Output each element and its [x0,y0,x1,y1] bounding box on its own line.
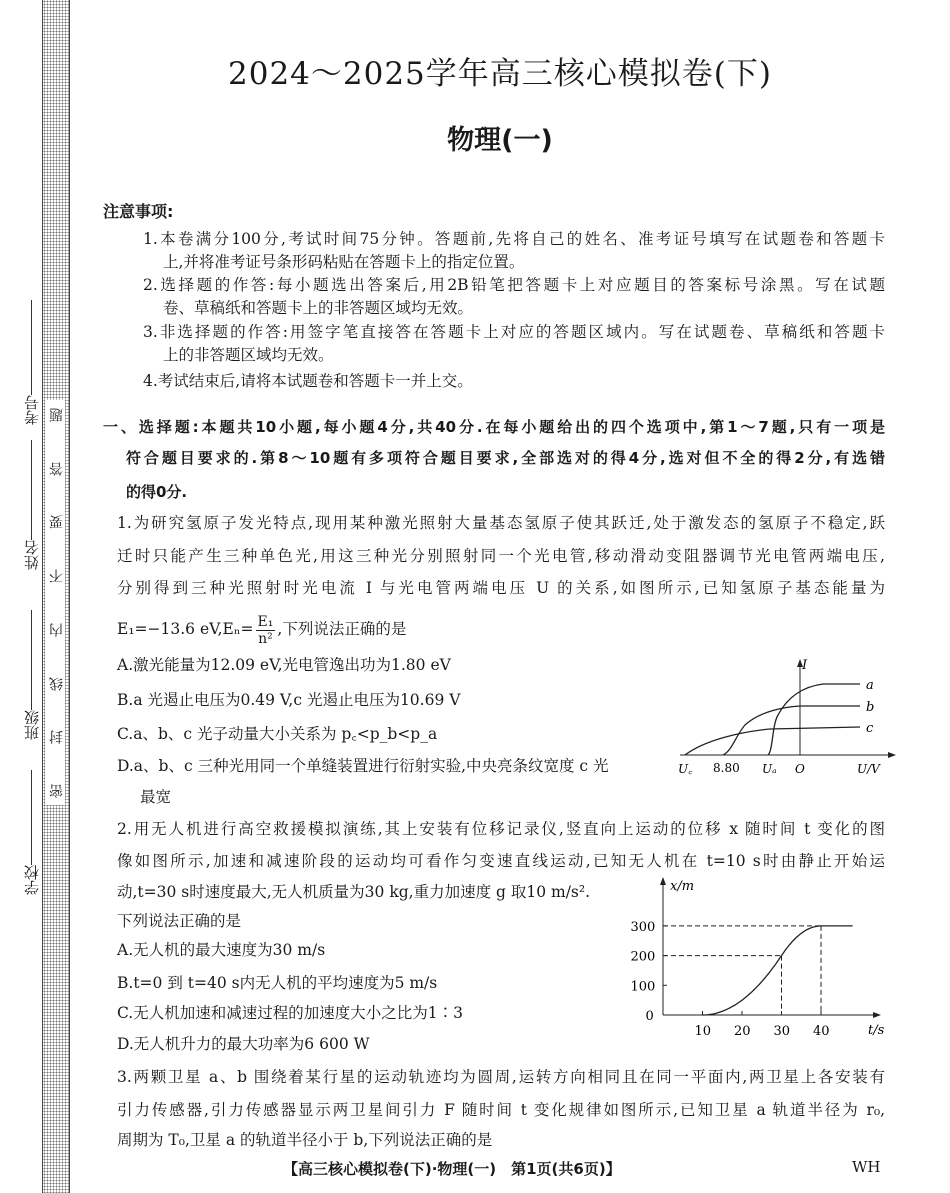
notice-item: 4.考试结束后,请将本试题卷和答题卡一并上交。 [143,372,473,390]
field-label: 考号 [22,395,41,425]
y-axis-label: x/m [670,879,695,894]
formula-text: E₁=−13.6 eV,Eₙ= [117,620,254,638]
seal-char: 密 [49,783,65,798]
seal-char: 封 [49,730,65,745]
q2-stem: 2.用无人机进行高空救援模拟演练,其上安装有位移记录仪,竖直向上运动的位移 x 随时间 t 变化的图 [117,820,885,838]
q1-option-c: C.a、b、c 光子动量大小关系为 p꜀<p_b<p_a [117,725,438,743]
curve-label-c: c [866,721,874,736]
section-heading: 符合题目要求的.第8～10题有多项符合题目要求,全部选对的得4分,选对但不全的得2分,有选错 [126,449,885,467]
u-axis-label: U/V [857,762,880,776]
x-tick-label: 30 [773,1024,791,1039]
x-t-curve [703,926,853,1015]
q1-stem: 分别得到三种光照射时光电流 I 与光电管两端电压 U 的关系,如图所示,已知氢原子基态能量为 [117,579,885,597]
x-tick-label: 40 [813,1024,830,1039]
arrow-icon [873,1012,881,1018]
q3-stem: 周期为 T₀,卫星 a 的轨道半径小于 b,下列说法正确的是 [117,1131,493,1149]
notice-item: 卷、草稿纸和答题卡上的非答题区域均无效。 [163,299,474,317]
q1-option-d-cont: 最宽 [140,788,172,806]
seal-char: 内 [49,622,65,637]
q2-option-d: D.无人机升力的最大功率为6 600 W [117,1035,370,1053]
q2-option-c: C.无人机加速和减速过程的加速度大小之比为1∶3 [117,1004,463,1022]
field-name[interactable] [10,440,52,570]
q2-stem: 动,t=30 s时速度最大,无人机质量为30 kg,重力加速度 g 取10 m/s². [117,883,591,901]
q2-option-b: B.t=0 到 t=40 s内无人机的平均速度为5 m/s [117,974,438,992]
curve-b [723,706,860,755]
y-tick-label: 200 [630,949,656,965]
seal-char: 线 [49,676,65,691]
q1-formula [117,612,406,647]
q1-stem: 迁时只能产生三种单色光,用这三种光分别照射同一个光电管,移动滑动变阻器调节光电管两端电压, [117,547,885,565]
x-tick-label: 10 [694,1024,712,1039]
q2-stem: 像如图所示,加速和减速阶段的运动均可看作匀变速直线运动,已知无人机在 t=10 s时由静止开始运 [117,852,885,870]
field-school[interactable] [10,770,52,895]
notice-heading: 注意事项: [103,202,174,221]
field-label: 班级 [22,710,41,740]
y-tick-label: 0 [645,1009,654,1024]
tick-label: O [795,762,805,776]
footer-page-info: 【高三核心模拟卷(下)·物理(一) 第1页(共6页)】 [283,1160,621,1178]
section-heading: 的得0分. [126,483,188,501]
q1-option-a: A.激光能量为12.09 eV,光电管逸出功为1.80 eV [117,656,451,674]
q3-stem: 3.两颗卫星 a、b 围绕着某行星的运动轨迹均为圆周,运转方向相同且在同一平面内,两卫星上各安装有 [117,1068,885,1086]
q2-option-a: A.无人机的最大速度为30 m/s [117,941,326,959]
field-exam-number[interactable] [10,300,52,425]
seal-char: 题 [49,408,65,422]
q3-stem: 引力传感器,引力传感器显示两卫星间引力 F 随时间 t 变化规律如图所示,已知卫星 a 轨道半径为 r₀, [117,1101,885,1119]
section-heading: 一、选择题:本题共10小题,每小题4分,共40分.在每小题给出的四个选项中,第1～7题,只有一项是 [103,418,885,436]
y-tick-label: 100 [630,979,656,995]
fraction-denominator: n² [258,630,273,647]
x-tick-label: 20 [734,1024,751,1039]
seal-char: 不 [49,569,65,584]
q1-option-d: D.a、b、c 三种光用同一个单缝装置进行衍射实验,中央亮条纹宽度 c 光 [117,757,609,775]
q2-chart [620,870,890,1040]
y-tick-label: 300 [630,919,656,935]
field-label: 姓名 [22,540,41,570]
notice-item: 1.本卷满分100分,考试时间75分钟。答题前,先将自己的姓名、准考证号填写在试题卷和答题卡 [143,230,885,248]
q1-option-b: B.a 光遏止电压为0.49 V,c 光遏止电压为10.69 V [117,691,461,709]
notice-item: 上,并将准考证号条形码粘贴在答题卡上的指定位置。 [163,253,525,271]
formula-text: ,下列说法正确的是 [277,620,407,638]
tick-label: Uₐ [762,762,777,776]
notice-item: 3.非选择题的作答:用签字笔直接答在答题卡上对应的答题区域内。写在试题卷、草稿纸和答题卡 [143,323,885,341]
arrow-icon [660,877,666,885]
page-subtitle: 物理(一) [447,125,553,156]
notice-item: 2.选择题的作答:每小题选出答案后,用2B铅笔把答题卡上对应题目的答案标号涂黑。写在试题 [143,276,885,294]
curve-a [768,684,860,755]
field-class[interactable] [10,610,52,740]
x-axis-label: t/s [868,1023,885,1038]
q1-figure [660,655,900,780]
curve-label-a: a [866,678,874,693]
fraction-numerator: E₁ [257,613,274,630]
tick-label: 8.80 [713,761,740,775]
fraction [256,614,276,647]
i-axis-label: I [802,658,808,673]
notice-item: 上的非答题区域均无效。 [163,346,334,364]
curve-label-b: b [866,700,875,715]
q2-stem: 下列说法正确的是 [117,912,242,930]
tick-label: U꜀ [678,762,693,776]
seal-char: 要 [49,515,65,530]
field-label: 学校 [22,865,41,895]
q1-stem: 1.为研究氢原子发光特点,现用某种激光照射大量基态氢原子使其跃迁,处于激发态的氢原子不稳定,跃 [117,514,885,532]
footer-code: WH [852,1158,881,1176]
seal-char: 答 [49,461,65,476]
arrow-icon [888,752,896,758]
page-title: 2024～2025学年高三核心模拟卷(下) [228,56,772,92]
